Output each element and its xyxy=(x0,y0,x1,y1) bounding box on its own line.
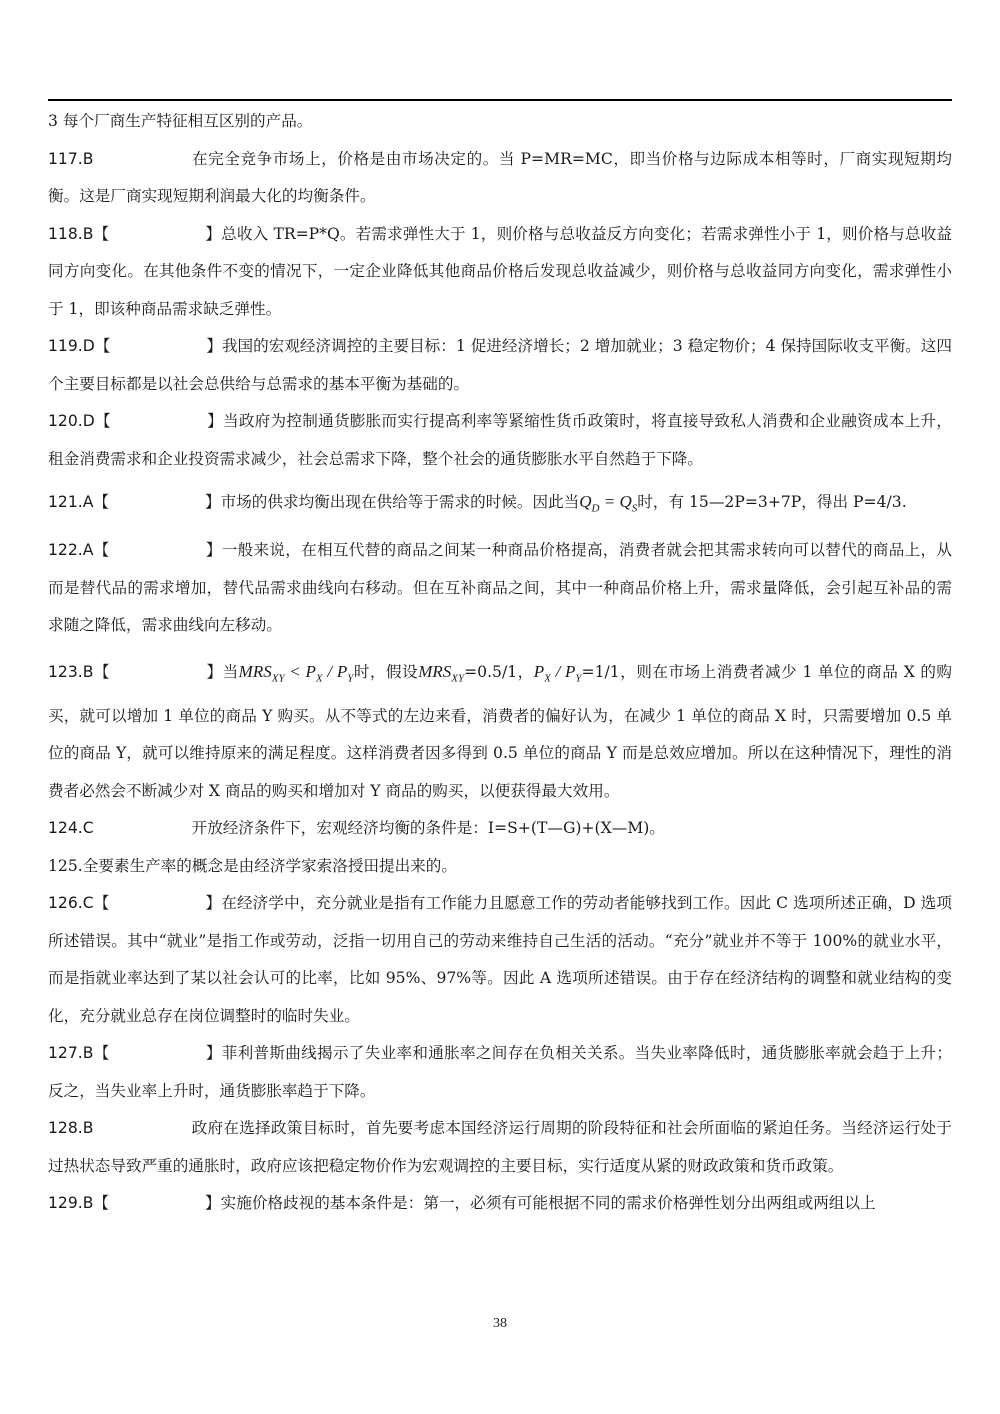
answer-label: 128.B xyxy=(48,1119,94,1138)
answer-124 xyxy=(48,810,952,848)
answer-bracket: 】 xyxy=(205,894,222,913)
answer-text: 市场的供求均衡出现在供给等于需求的时候。因此当 xyxy=(220,493,580,511)
answer-label: 118.B【 xyxy=(48,224,110,243)
equation-qd-qs: $Q_D = Q_S$ xyxy=(579,492,638,515)
answer-123 xyxy=(48,653,952,810)
answer-page xyxy=(48,103,952,1223)
answer-text: 菲利普斯曲线揭示了失业率和通胀率之间存在负相关关系。当失业率降低时，通货膨胀率就会趋于上升；反之，当失业率上升时，通货膨胀率趋于下降。 xyxy=(48,1044,952,1100)
answer-text: 开放经济条件下，宏观经济均衡的条件是：I=S+(T—G)+(X—M)。 xyxy=(191,819,665,838)
answer-label: 124.C xyxy=(48,819,94,838)
equation-mrs: $MRS_{XY}$ xyxy=(418,661,465,685)
answer-text: 总收入 TR=P*Q。若需求弹性大于 1，则价格与总收益反方向变化；若需求弹性小于 1，则价格与总收益同方向变化。在其他条件不变的情况下，一定企业降低其他商品价格后发现总收益减少，则价格与总收益同方向变化，需求弹性小于 1，即该种商品需求缺乏弹性。 xyxy=(48,224,953,318)
answer-text: 一般来说，在相互代替的商品之间某一种商品价格提高，消费者就会把其需求转向可以替代的商品上，从而是替代品的需求增加，替代品需求曲线向右移动。但在互补商品之间，其中一种商品价格上升，需求量降低，会引起互补品的需求随之降低，需求曲线向左移动。 xyxy=(48,541,952,635)
answer-label: 117.B xyxy=(48,149,94,168)
answer-text: 时，假设 xyxy=(353,662,419,681)
answer-text: =0.5/1， xyxy=(464,662,534,681)
answer-label: 127.B【 xyxy=(48,1044,110,1063)
paragraph-continuation: 3 每个厂商生产特征相互区别的产品。 xyxy=(48,112,313,130)
answer-label: 121.A【 xyxy=(48,493,109,511)
answer-125 xyxy=(48,848,952,886)
answer-text: 当政府为控制通货膨胀而实行提高利率等紧缩性货币政策时，将直接导致私人消费和企业融资成本上升，租金消费需求和企业投资需求减少，社会总需求下降，整个社会的通货膨胀水平自然趋于下降。 xyxy=(48,412,952,468)
answer-121 xyxy=(48,478,952,532)
answer-119 xyxy=(48,328,952,403)
answer-text: 在经济学中，充分就业是指有工作能力且愿意工作的劳动者能够找到工作。因此 C 选项所述正确，D 选项所述错误。其中“就业”是指工作或劳动，泛指一切用自己的劳动来维持自己生活的活动。“充分”就业并不等于 100%的就业水平，而是指就业率达到了某以社会认可的比率，比如 95%、97%等。因此 A 选项所述错误。由于存在经济结构的调整和就业结构的变化，充分就业总存在岗位调整时的临时失业。 xyxy=(48,894,952,1025)
answer-text: 当 xyxy=(222,662,239,681)
answer-label: 129.B【 xyxy=(48,1194,110,1213)
answer-bracket: 】 xyxy=(205,224,222,243)
answer-text: 政府在选择政策目标时，首先要考虑本国经济运行周期的阶段特征和社会所面临的紧迫任务。当经济运行处于过热状态导致严重的通胀时，政府应该把稳定物价作为宏观调控的主要目标，实行适度从紧的财政政策和货币政策。 xyxy=(48,1119,952,1175)
equation-mrs-inequality: $MRS_{XY} < P_X / P_Y$ xyxy=(238,661,354,685)
header-rule xyxy=(48,99,952,101)
answer-text: =1/1，则在市场上消费者减少 1 单位的商品 X 的购买，就可以增加 1 单位的商品 Y 购买。从不等式的左边来看，消费者的偏好认为，在减少 1 单位的商品 X 时，只需要增加 0.5 单位的商品 Y，就可以维持原来的满足程度。这样消费者因多得到 0.5 单位的商品 Y 而是总效应增加。所以在这种情况下，理性的消费者必然会不断减少对 X 商品的购买和增加对 Y 商品的购买，以便获得最大效用。 xyxy=(48,662,953,800)
answer-128 xyxy=(48,1110,952,1185)
answer-text: 在完全竞争市场上，价格是由市场决定的。当 P=MR=MC，即当价格与边际成本相等时，厂商实现短期均衡。这是厂商实现短期利润最大化的均衡条件。 xyxy=(48,149,952,205)
answer-126 xyxy=(48,885,952,1035)
page-number: 38 xyxy=(493,1316,507,1331)
answer-label: 123.B【 xyxy=(48,662,110,681)
answer-label: 119.D【 xyxy=(48,337,111,355)
answer-text: 时，有 15—2P=3+7P，得出 P=4/3. xyxy=(637,493,907,511)
answer-label: 122.A【 xyxy=(48,541,110,560)
answer-120 xyxy=(48,403,952,478)
answer-118 xyxy=(48,216,952,329)
answer-122 xyxy=(48,532,952,645)
answer-bracket: 】 xyxy=(204,493,221,511)
answer-bracket: 】 xyxy=(205,1044,222,1063)
answer-text: 我国的宏观经济调控的主要目标：1 促进经济增长；2 增加就业；3 稳定物价；4 保持国际收支平衡。这四个主要目标都是以社会总供给与总需求的基本平衡为基础的。 xyxy=(48,337,952,393)
answer-text: 125.全要素生产率的概念是由经济学家索洛授田提出来的。 xyxy=(48,856,457,875)
answer-bracket: 】 xyxy=(206,662,223,681)
answer-label: 120.D【 xyxy=(48,412,111,430)
answer-text: 实施价格歧视的基本条件是：第一，必须有可能根据不同的需求价格弹性划分出两组或两组以上 xyxy=(220,1194,876,1213)
answer-bracket: 】 xyxy=(206,412,223,430)
answer-bracket: 】 xyxy=(206,337,222,355)
answer-bracket: 】 xyxy=(205,541,222,560)
equation-price-ratio: $P_X / P_Y$ xyxy=(533,661,582,685)
answer-label: 126.C【 xyxy=(48,894,110,913)
answer-129 xyxy=(48,1185,952,1223)
answer-bracket: 】 xyxy=(205,1194,221,1213)
answer-117 xyxy=(48,141,952,216)
answer-127 xyxy=(48,1035,952,1110)
